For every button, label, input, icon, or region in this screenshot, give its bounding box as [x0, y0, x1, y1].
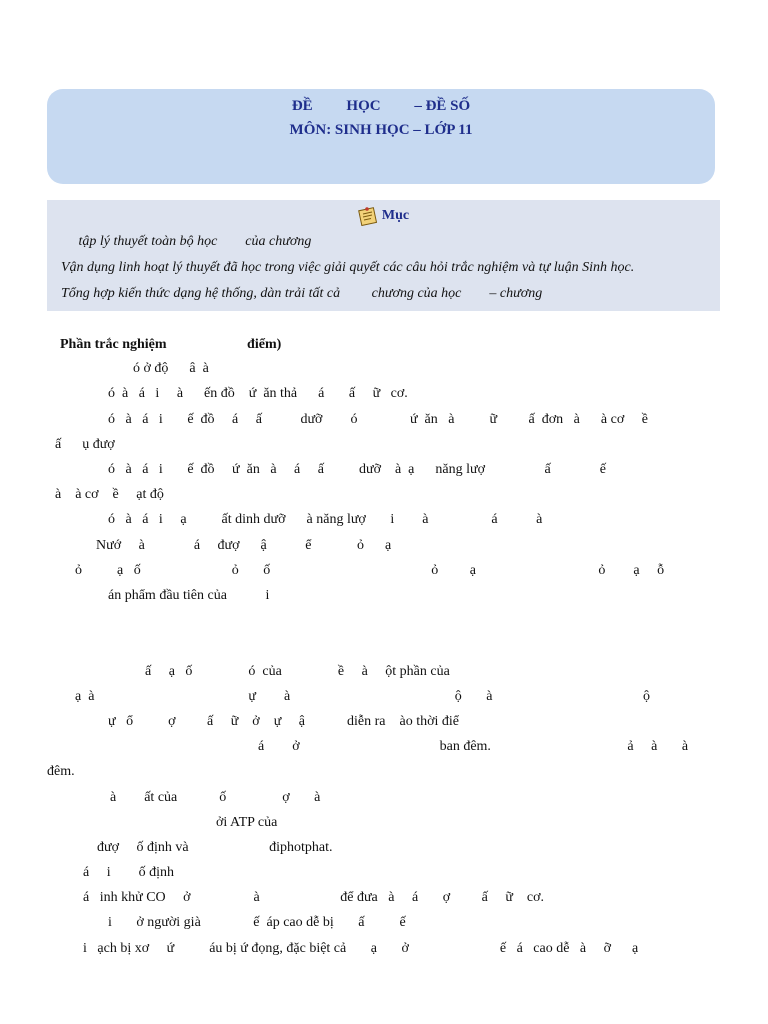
objectives-heading [47, 206, 720, 226]
text-line: á i ố định [83, 865, 174, 880]
note-icon [358, 206, 378, 226]
objectives-title: Mục [381, 208, 410, 224]
objective-item-2: Vận dụng linh hoạt lý thuyết đã học trong việc giải quyết các câu hỏi trắc nghiệm và tự luận Sinh học. [61, 260, 635, 275]
text-line: Nướ à á đượ ậ ể ỏ ạ [96, 538, 392, 553]
text-line: i ạch bị xơ ứ áu bị ứ đọng, đặc biệt cả ạ ở ế á cao dễ à ỡ ạ [83, 941, 639, 956]
text-line: ấ ụ đượ [55, 437, 115, 452]
text-line: ó à á i à ến đồ ứ ăn thả á ấ ữ cơ. [108, 386, 408, 401]
text-line: à ất của ố ợ à [110, 790, 321, 805]
subject-title: MÔN: SINH HỌC – LỚP 11 [289, 122, 473, 138]
text-line: ự ổ ợ ấ ữ ở ự ậ diễn ra ào thời điể [108, 714, 459, 729]
text-line: ạ à ự à ộ à ộ [75, 689, 650, 704]
text-line: i ở người già ế áp cao dễ bị ấ ế [108, 915, 406, 930]
text-line: á ở ban đêm. ả à à [258, 739, 689, 754]
text-line: ởi ATP của [216, 815, 278, 830]
text-line: đêm. [47, 764, 75, 779]
text-line: đượ ố định và điphotphat. [97, 840, 333, 855]
title-banner [47, 89, 715, 184]
text-line: ấ ạ ố ó của ề à ột phần của [145, 664, 450, 679]
exam-title: ĐỀ HỌC – ĐỀ SỐ [291, 98, 471, 114]
text-line: ó à á i ạ ất dinh dưỡ à năng lượ i à á à [108, 512, 543, 527]
section-heading: Phần trắc nghiệm điểm) [60, 337, 282, 352]
text-line: á inh khử CO ở à để đưa à á ợ ấ ữ cơ. [83, 890, 545, 905]
objective-item-3: Tổng hợp kiến thức dạng hệ thống, dàn trải tất cả chương của học – chương [61, 286, 543, 301]
text-line: à à cơ ề ạt độ [55, 487, 164, 502]
text-line: ó à á i ế đồ ứ ăn à á ấ dưỡ à ạ năng lượ ấ ế [108, 462, 606, 477]
text-line: ỏ ạ ố ỏ ố ỏ ạ ỏ ạ ỗ [75, 563, 665, 578]
text-line: ó à á i ế đồ á ấ dưỡ ó ứ ăn à ữ ấ đơn à à cơ ề [108, 412, 648, 427]
text-line: ó ở độ â à [133, 361, 209, 376]
objective-item-1: tập lý thuyết toàn bộ học của chương [61, 234, 312, 249]
objectives-box [47, 200, 720, 311]
text-line: án phẩm đầu tiên của i [108, 588, 270, 603]
